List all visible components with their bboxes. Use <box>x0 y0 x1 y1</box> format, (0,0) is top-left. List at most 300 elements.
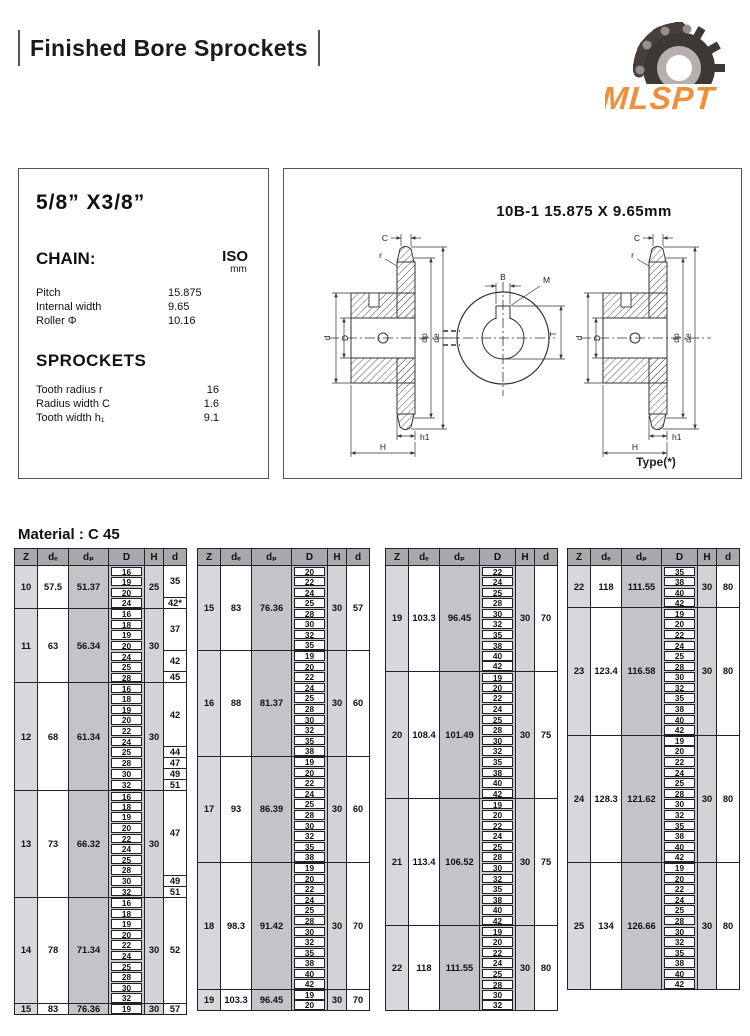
logo-text: MLSPT <box>605 80 717 116</box>
cell-hub-dia-d: 70 <box>535 566 558 672</box>
cell-bore-D <box>292 957 328 968</box>
dim-label-h1: h1 <box>420 432 430 442</box>
cell-bore-D <box>480 724 516 735</box>
drawing-title: 10B-1 15.875 X 9.65mm <box>496 203 672 220</box>
dim-label-r: r <box>379 250 382 260</box>
cell-teeth-z: 24 <box>568 735 591 862</box>
cell-pitch-dia: 101.49 <box>440 671 480 798</box>
bore-value: 19 <box>664 863 695 873</box>
cell-outer-dia: 63 <box>38 608 69 683</box>
cell-hub-H: 30 <box>328 756 347 862</box>
column-header: dₑ <box>591 549 622 566</box>
cell-bore-D <box>662 703 698 714</box>
cell-bore-D <box>662 979 698 990</box>
cell-bore-D <box>480 915 516 926</box>
bore-value: 35 <box>664 693 695 703</box>
cell-bore-D <box>109 843 145 854</box>
cell-bore-D <box>292 883 328 894</box>
cell-bore-D <box>109 640 145 651</box>
bore-value: 25 <box>294 905 325 915</box>
bore-value: 20 <box>294 874 325 884</box>
cell-bore-D <box>292 862 328 873</box>
bore-value: 18 <box>111 620 142 630</box>
cell-bore-D <box>662 576 698 587</box>
column-header: D <box>480 549 516 566</box>
bore-value: 42 <box>294 979 325 989</box>
column-header: dₚ <box>622 549 662 566</box>
cell-bore-D <box>662 915 698 926</box>
cell-bore-D <box>109 597 145 608</box>
bore-value: 30 <box>111 876 142 886</box>
column-header: D <box>109 549 145 566</box>
cell-bore-D <box>480 936 516 947</box>
cell-bore-D <box>480 905 516 916</box>
cell-bore-D <box>109 736 145 747</box>
cell-hub-H: 30 <box>145 897 164 1003</box>
cell-bore-D <box>662 640 698 651</box>
cell-bore-D <box>109 982 145 993</box>
column-header: dₚ <box>440 549 480 566</box>
cell-bore-D <box>662 587 698 598</box>
bore-value: 24 <box>294 588 325 598</box>
cell-bore-D <box>480 841 516 852</box>
cell-bore-D <box>109 693 145 704</box>
cell-bore-D <box>662 957 698 968</box>
bore-value: 20 <box>294 662 325 672</box>
bore-value: 38 <box>294 958 325 968</box>
cell-hub-H: 30 <box>328 862 347 989</box>
cell-hub-dia-d: 60 <box>347 650 370 756</box>
spec-row <box>36 383 251 397</box>
cell-bore-D <box>292 576 328 587</box>
cell-bore-D <box>109 908 145 919</box>
dim-label-M: M <box>543 275 551 285</box>
cell-bore-D <box>480 756 516 767</box>
spec-label: Internal width <box>36 301 102 313</box>
material-label: Material : C 45 <box>18 526 120 543</box>
bore-value: 25 <box>111 855 142 865</box>
bore-value: 32 <box>294 937 325 947</box>
bore-value: 24 <box>294 789 325 799</box>
cell-pitch-dia: 86.39 <box>252 756 292 862</box>
cell-bore-D <box>109 746 145 757</box>
cell-outer-dia: 134 <box>591 862 622 989</box>
chain-standard <box>222 249 248 275</box>
dim-label-d: d <box>322 335 332 341</box>
cell-pitch-dia: 66.32 <box>69 790 109 897</box>
cell-bore-D <box>662 693 698 704</box>
cell-teeth-z: 15 <box>15 1003 38 1014</box>
bore-value: 22 <box>664 757 695 767</box>
cell-teeth-z: 14 <box>15 897 38 1003</box>
cell-bore-D <box>292 756 328 767</box>
cell-pitch-dia: 121.62 <box>622 735 662 862</box>
cell-bore-D <box>109 929 145 940</box>
cell-bore-D <box>109 704 145 715</box>
cell-bore-D <box>109 576 145 587</box>
cell-bore-D <box>292 830 328 841</box>
bore-value: 19 <box>111 1004 142 1014</box>
cell-pitch-dia: 51.37 <box>69 566 109 609</box>
type-label: Type(*) <box>636 455 676 469</box>
cell-teeth-z: 18 <box>198 862 221 989</box>
bore-value: 38 <box>482 895 513 905</box>
spec-value: 1.6 <box>203 398 219 410</box>
spec-value: 9.65 <box>168 301 190 313</box>
cell-bore-D <box>662 852 698 863</box>
cell-bore-D <box>292 724 328 735</box>
cell-bore-D <box>292 894 328 905</box>
cell-teeth-z: 12 <box>15 683 38 791</box>
cell-hub-dia-d: 35 <box>164 566 187 598</box>
bore-value: 20 <box>664 874 695 884</box>
cell-bore-D <box>662 735 698 746</box>
cell-bore-D <box>662 767 698 778</box>
cell-hub-dia-d: 70 <box>347 989 370 1010</box>
column-header: dₑ <box>38 549 69 566</box>
bore-value: 20 <box>111 715 142 725</box>
cell-bore-D <box>109 801 145 812</box>
column-header: dₑ <box>221 549 252 566</box>
cell-outer-dia: 118 <box>409 926 440 1011</box>
chain-standard-unit: mm <box>230 264 247 275</box>
cell-bore-D <box>480 587 516 598</box>
dim-label-D-2: D <box>592 334 602 342</box>
column-header: H <box>698 549 717 566</box>
bore-value: 28 <box>111 972 142 982</box>
bore-value: 19 <box>111 577 142 587</box>
bore-value: 18 <box>111 802 142 812</box>
cell-bore-D <box>292 767 328 778</box>
bore-value: 25 <box>294 598 325 608</box>
column-header: dₑ <box>409 549 440 566</box>
cell-bore-D <box>109 661 145 672</box>
cell-teeth-z: 17 <box>198 756 221 862</box>
cell-bore-D <box>109 790 145 801</box>
size-title: 5/8” X3/8” <box>36 191 146 214</box>
cell-bore-D <box>292 682 328 693</box>
cell-teeth-z: 11 <box>15 608 38 683</box>
cell-bore-D <box>480 862 516 873</box>
cell-bore-D <box>109 875 145 886</box>
cell-outer-dia: 123.4 <box>591 608 622 735</box>
bore-value: 20 <box>294 768 325 778</box>
cell-pitch-dia: 126.66 <box>622 862 662 989</box>
cell-outer-dia: 128.3 <box>591 735 622 862</box>
brand-logo <box>605 6 745 122</box>
bore-value: 38 <box>482 641 513 651</box>
column-header: Z <box>198 549 221 566</box>
cell-outer-dia: 98.3 <box>221 862 252 989</box>
bore-value: 42 <box>482 916 513 926</box>
bore-value: 22 <box>294 884 325 894</box>
spec-box <box>18 168 269 479</box>
bore-value: 35 <box>664 948 695 958</box>
cell-hub-H: 30 <box>698 608 717 735</box>
column-header: Z <box>386 549 409 566</box>
cell-pitch-dia: 96.45 <box>252 989 292 1010</box>
bore-value: 30 <box>111 769 142 779</box>
bore-value: 25 <box>664 651 695 661</box>
bore-value: 24 <box>664 641 695 651</box>
bore-value: 22 <box>111 834 142 844</box>
bore-value: 20 <box>111 930 142 940</box>
cell-bore-D <box>662 608 698 619</box>
bore-value: 25 <box>294 799 325 809</box>
spec-value: 15.875 <box>168 287 202 299</box>
cell-pitch-dia: 71.34 <box>69 897 109 1003</box>
cell-hub-H: 25 <box>145 566 164 609</box>
cell-bore-D <box>109 651 145 662</box>
cell-teeth-z: 22 <box>568 566 591 608</box>
dim-label-h1-2: h1 <box>672 432 682 442</box>
cell-teeth-z: 20 <box>386 671 409 798</box>
bore-value: 30 <box>482 863 513 873</box>
dim-label-d-2: d <box>574 335 584 341</box>
cell-teeth-z: 13 <box>15 790 38 897</box>
bore-value: 24 <box>482 704 513 714</box>
cell-bore-D <box>292 746 328 757</box>
dim-label-D: D <box>340 334 350 342</box>
bore-value: 24 <box>482 958 513 968</box>
cell-bore-D <box>292 597 328 608</box>
bore-value: 35 <box>482 884 513 894</box>
cell-bore-D <box>480 682 516 693</box>
cell-bore-D <box>480 661 516 672</box>
cell-bore-D <box>292 936 328 947</box>
bore-value: 28 <box>111 673 142 683</box>
bore-value: 40 <box>664 969 695 979</box>
cell-bore-D <box>662 597 698 608</box>
cell-bore-D <box>662 788 698 799</box>
cell-bore-D <box>109 812 145 823</box>
bore-value: 32 <box>482 874 513 884</box>
column-header: d <box>164 549 187 566</box>
cell-hub-H: 30 <box>516 799 535 926</box>
bore-value: 30 <box>294 927 325 937</box>
sprockets-label: SPROCKETS <box>36 351 147 370</box>
cell-bore-D <box>292 799 328 810</box>
cell-bore-D <box>480 852 516 863</box>
cell-teeth-z: 19 <box>386 566 409 672</box>
cell-hub-dia-d: 57 <box>347 566 370 651</box>
cell-bore-D <box>662 756 698 767</box>
bore-value: 16 <box>111 898 142 908</box>
bore-value: 16 <box>111 567 142 577</box>
cell-bore-D <box>292 608 328 619</box>
bore-value: 32 <box>294 725 325 735</box>
bore-value: 40 <box>664 715 695 725</box>
cell-bore-D <box>292 640 328 651</box>
cell-hub-dia-d: 51 <box>164 779 187 790</box>
cell-bore-D <box>292 1000 328 1011</box>
title-right-bar <box>318 30 320 66</box>
bore-value: 25 <box>664 778 695 788</box>
bore-value: 22 <box>482 821 513 831</box>
bore-value: 19 <box>294 863 325 873</box>
cell-bore-D <box>109 715 145 726</box>
cell-teeth-z: 25 <box>568 862 591 989</box>
cell-outer-dia: 108.4 <box>409 671 440 798</box>
bore-value: 19 <box>482 927 513 937</box>
cell-bore-D <box>480 799 516 810</box>
column-header: dₚ <box>69 549 109 566</box>
bore-value: 42 <box>664 725 695 735</box>
bore-value: 40 <box>294 969 325 979</box>
cell-hub-dia-d: 42 <box>164 683 187 747</box>
cell-bore-D <box>109 822 145 833</box>
cell-bore-D <box>292 693 328 704</box>
cell-hub-dia-d: 51 <box>164 886 187 897</box>
cell-bore-D <box>109 629 145 640</box>
cell-bore-D <box>292 947 328 958</box>
cell-hub-dia-d: 44 <box>164 746 187 757</box>
cell-hub-H: 30 <box>145 790 164 897</box>
cell-hub-H: 30 <box>328 566 347 651</box>
cell-bore-D <box>292 661 328 672</box>
bore-value: 28 <box>294 916 325 926</box>
dim-label-dp: dp <box>419 333 429 343</box>
cell-bore-D <box>109 971 145 982</box>
cell-bore-D <box>480 650 516 661</box>
title-left-bar <box>18 30 20 66</box>
bore-value: 28 <box>482 725 513 735</box>
cell-bore-D <box>292 873 328 884</box>
cell-bore-D <box>109 950 145 961</box>
cell-bore-D <box>662 809 698 820</box>
cell-hub-H: 30 <box>698 566 717 608</box>
bore-value: 22 <box>482 948 513 958</box>
cell-hub-H: 30 <box>328 989 347 1010</box>
bore-value: 19 <box>664 736 695 746</box>
cell-hub-H: 30 <box>145 1003 164 1014</box>
dim-label-T: T <box>548 331 558 337</box>
bore-value: 32 <box>294 630 325 640</box>
bore-value: 20 <box>111 641 142 651</box>
cell-teeth-z: 10 <box>15 566 38 609</box>
bore-value: 22 <box>111 726 142 736</box>
cell-bore-D <box>662 746 698 757</box>
spec-row <box>36 397 251 411</box>
bore-value: 24 <box>111 844 142 854</box>
bore-value: 19 <box>111 812 142 822</box>
bore-value: 20 <box>664 619 695 629</box>
bore-value: 30 <box>664 672 695 682</box>
cell-pitch-dia: 76.36 <box>69 1003 109 1014</box>
cell-bore-D <box>480 629 516 640</box>
cell-bore-D <box>480 618 516 629</box>
bore-value: 28 <box>664 789 695 799</box>
cell-hub-H: 30 <box>516 671 535 798</box>
dim-label-B: B <box>500 272 506 282</box>
cell-bore-D <box>292 703 328 714</box>
cell-hub-dia-d: 75 <box>535 799 558 926</box>
bore-value: 32 <box>111 993 142 1003</box>
cell-bore-D <box>662 629 698 640</box>
cell-bore-D <box>662 661 698 672</box>
cell-bore-D <box>480 693 516 704</box>
dim-label-r-2: r <box>631 250 634 260</box>
cell-bore-D <box>292 926 328 937</box>
cell-bore-D <box>292 968 328 979</box>
bore-value: 19 <box>294 757 325 767</box>
cell-bore-D <box>662 799 698 810</box>
cell-bore-D <box>109 683 145 694</box>
bore-value: 28 <box>294 810 325 820</box>
bore-value: 19 <box>294 651 325 661</box>
cell-bore-D <box>480 714 516 725</box>
spec-label: Pitch <box>36 287 61 299</box>
cell-bore-D <box>109 757 145 768</box>
chain-standard-name: ISO <box>222 248 248 265</box>
column-header: D <box>662 549 698 566</box>
cell-bore-D <box>480 947 516 958</box>
dim-label-dp-2: dp <box>671 333 681 343</box>
bore-value: 18 <box>111 694 142 704</box>
cell-hub-dia-d: 47 <box>164 790 187 875</box>
bore-value: 42 <box>664 598 695 608</box>
cell-outer-dia: 103.3 <box>409 566 440 672</box>
bore-value: 25 <box>664 905 695 915</box>
cell-hub-H: 30 <box>328 650 347 756</box>
column-header: d <box>347 549 370 566</box>
cell-bore-D <box>662 873 698 884</box>
cell-bore-D <box>662 947 698 958</box>
cell-teeth-z: 19 <box>198 989 221 1010</box>
bore-value: 16 <box>111 792 142 802</box>
dim-label-C: C <box>381 233 388 243</box>
bore-value: 22 <box>294 778 325 788</box>
bore-value: 16 <box>111 609 142 619</box>
bore-value: 22 <box>111 940 142 950</box>
dim-label-C-2: C <box>633 233 640 243</box>
bore-value: 42 <box>664 979 695 989</box>
bore-value: 24 <box>111 598 142 608</box>
cell-bore-D <box>292 629 328 640</box>
bore-value: 25 <box>482 842 513 852</box>
cell-bore-D <box>662 820 698 831</box>
sprocket-chain-logo-icon <box>605 6 745 122</box>
cell-bore-D <box>480 883 516 894</box>
bore-value: 22 <box>294 672 325 682</box>
bore-value: 19 <box>111 705 142 715</box>
column-header: dₚ <box>252 549 292 566</box>
cell-bore-D <box>292 979 328 990</box>
bore-value: 28 <box>482 980 513 990</box>
bore-value: 20 <box>294 1000 325 1010</box>
cell-outer-dia: 83 <box>221 566 252 651</box>
cell-pitch-dia: 111.55 <box>440 926 480 1011</box>
cell-bore-D <box>292 905 328 916</box>
cell-bore-D <box>662 671 698 682</box>
bore-value: 28 <box>664 916 695 926</box>
column-header: H <box>516 549 535 566</box>
bore-value: 28 <box>294 609 325 619</box>
bore-value: 32 <box>111 887 142 897</box>
sprocket-table-4 <box>567 548 740 990</box>
bore-value: 25 <box>111 662 142 672</box>
spec-value: 9.1 <box>203 412 219 424</box>
cell-pitch-dia: 96.45 <box>440 566 480 672</box>
column-header: Z <box>15 549 38 566</box>
cell-hub-dia-d: 80 <box>535 926 558 1011</box>
cell-bore-D <box>480 957 516 968</box>
cell-pitch-dia: 56.34 <box>69 608 109 683</box>
bore-value: 20 <box>482 683 513 693</box>
bore-value: 24 <box>664 895 695 905</box>
cell-bore-D <box>109 672 145 683</box>
cell-hub-dia-d: 80 <box>717 862 740 989</box>
